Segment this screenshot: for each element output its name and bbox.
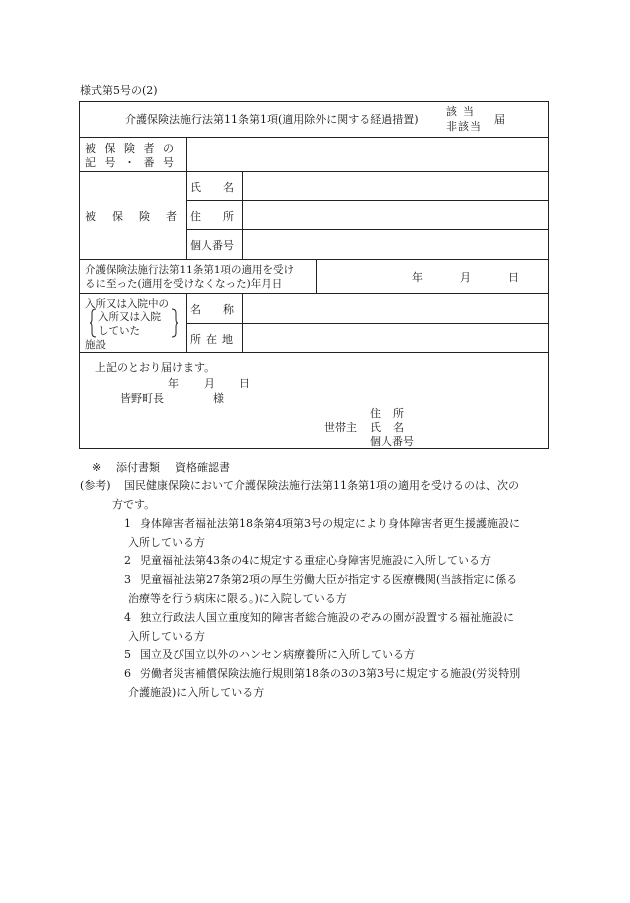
personal-number-field[interactable]	[244, 231, 546, 257]
list-item-number: 3	[124, 573, 131, 586]
list-item-number: 5	[124, 648, 131, 661]
householder-label: 世帯主	[324, 421, 357, 434]
list-item-cont: 介護施設)に入所している方	[128, 686, 265, 699]
insured-number-field[interactable]	[188, 139, 546, 169]
list-item: 独立行政法人国立重度知的障害者総合施設のぞみの園が設置する福祉施設に	[140, 611, 514, 624]
divider	[186, 323, 548, 324]
divider	[80, 137, 548, 138]
list-item-cont: 入所している方	[128, 630, 205, 643]
divider	[80, 171, 548, 172]
list-item-number: 2	[124, 554, 131, 567]
list-item: 国立及び国立以外のハンセン病療養所に入所している方	[140, 648, 415, 661]
date-year: 年	[412, 271, 423, 284]
list-item-cont: 治療等を行う病床に限る。)に入院している方	[128, 592, 347, 605]
facility-label-3: していた	[98, 325, 140, 337]
divider	[186, 229, 548, 230]
list-item: 児童福祉法第43条の4に規定する重症心身障害児施設に入所している方	[140, 554, 491, 567]
personal-number-label: 個人番号	[190, 239, 234, 252]
facility-name-field[interactable]	[244, 295, 546, 321]
reference-intro-2: 方です。	[112, 498, 156, 511]
applicable-date-field[interactable]	[318, 261, 546, 291]
form-title-suffix: 届	[494, 113, 505, 126]
list-item-number: 1	[124, 517, 131, 530]
divider	[186, 200, 548, 201]
facility-location-field[interactable]	[244, 325, 546, 351]
insured-number-label-2: 記号・番号	[85, 156, 183, 169]
list-item-number: 6	[124, 667, 131, 680]
applicable-date-label-2: るに至った(適用を受けなくなった)年月日	[85, 278, 283, 290]
name-field[interactable]	[244, 173, 546, 199]
attachment-value: 資格確認書	[175, 461, 230, 474]
address-label: 住所	[190, 210, 256, 223]
reference-intro: 国民健康保険において介護保険法施行法第11条第1項の適用を受けるのは、次の	[124, 479, 519, 492]
reference-label: (参考)	[80, 479, 111, 492]
addressee: 皆野町長	[120, 392, 164, 405]
divider	[316, 259, 317, 293]
address-field[interactable]	[244, 202, 546, 228]
divider	[186, 293, 187, 352]
facility-label-2: 入所又は入院	[98, 311, 161, 323]
declaration-text: 上記のとおり届けます。	[95, 361, 216, 374]
honorific: 様	[213, 392, 224, 405]
applicable-date-label: 介護保険法施行法第11条第1項の適用を受け	[85, 264, 295, 276]
list-item-number: 4	[124, 611, 131, 624]
list-item: 身体障害者福祉法第18条第4項第3号の規定により身体障害者更生援護施設に	[140, 517, 520, 530]
date-day: 日	[508, 271, 519, 284]
attachment-label: 添付書類	[116, 461, 160, 474]
insured-label: 被保険者	[85, 210, 193, 223]
declarant-name-label: 氏名	[370, 421, 416, 434]
declaration-day: 日	[239, 377, 250, 390]
date-month: 月	[460, 271, 471, 284]
declaration-month: 月	[204, 377, 215, 390]
declarant-personal-number-label: 個人番号	[370, 435, 414, 448]
facility-location-label: 所在地	[190, 333, 238, 346]
facility-label-4: 施設	[85, 339, 106, 351]
attachment-mark: ※	[92, 461, 102, 474]
form-number: 様式第5号の(2)	[80, 84, 158, 97]
name-label: 氏名	[190, 181, 256, 194]
notification-form	[79, 101, 549, 449]
list-item-cont: 入所している方	[128, 536, 205, 549]
facility-label: 入所又は入院中の	[85, 298, 169, 310]
status-applicable: 該当	[446, 105, 480, 118]
list-item: 児童福祉法第27条第2項の厚生労働大臣が指定する医療機関(当該指定に係る	[140, 573, 518, 586]
list-item: 労働者災害補償保険法施行規則第18条の3の3第3号に規定する施設(労災特別	[140, 667, 521, 680]
declarant-address-label: 住所	[370, 407, 416, 420]
insured-number-label: 被保険者の	[85, 142, 183, 155]
divider	[80, 293, 548, 294]
divider	[80, 259, 548, 260]
form-title: 介護保険法施行法第11条第1項(適用除外に関する経過措置)	[125, 113, 419, 126]
divider	[80, 352, 548, 353]
declaration-year: 年	[168, 377, 179, 390]
divider	[186, 137, 187, 259]
facility-name-label: 名称	[190, 303, 256, 316]
status-not-applicable: 非該当	[446, 120, 482, 133]
